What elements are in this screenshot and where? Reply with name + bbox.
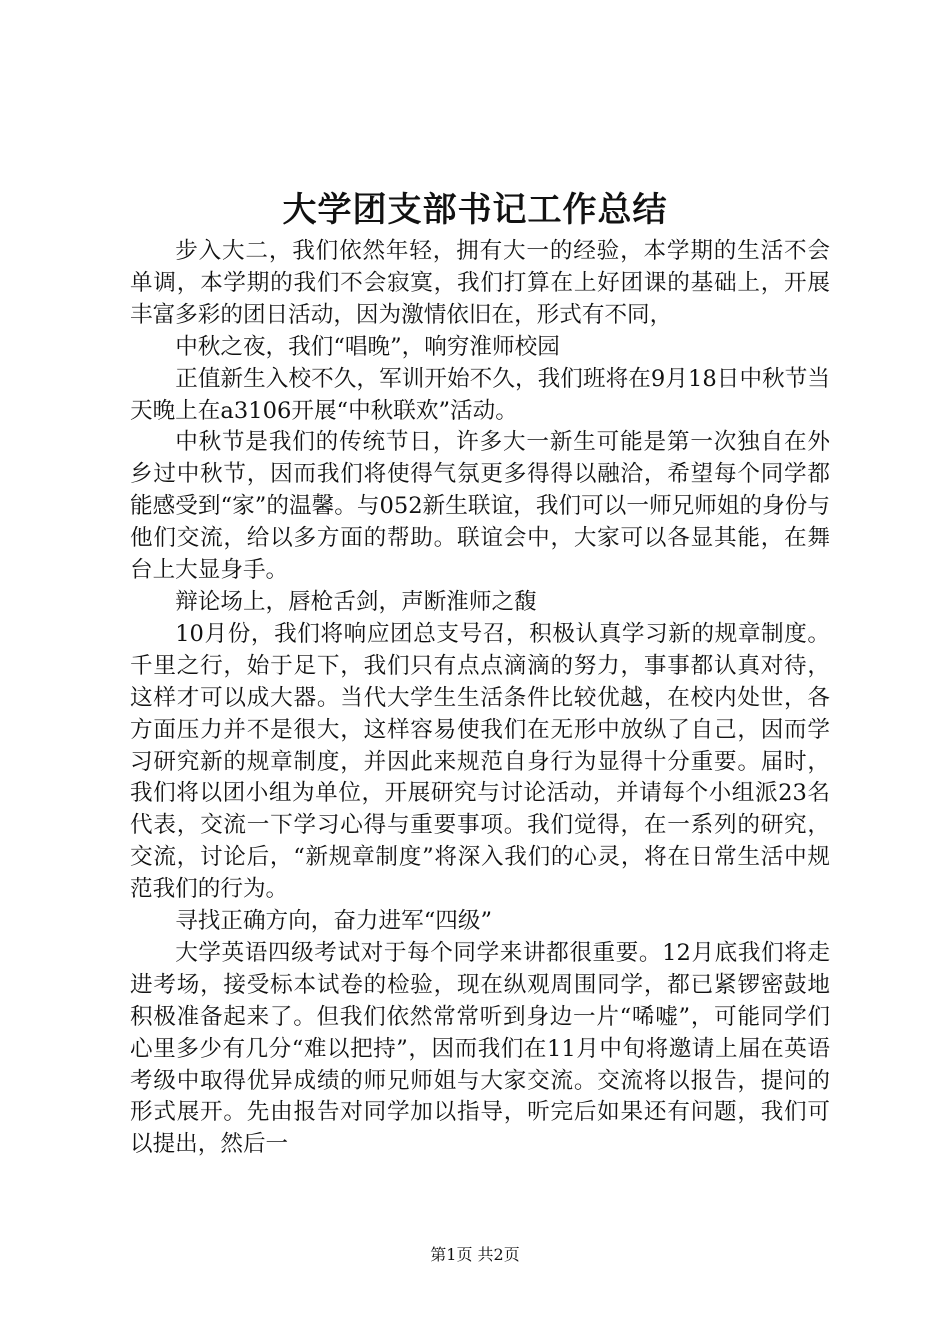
page-number-footer: 第1页 共2页 bbox=[430, 1245, 520, 1264]
paragraph-mid-autumn-detail: 中秋节是我们的传统节日，许多大一新生可能是第一次独自在外乡过中秋节，因而我们将使得气氛更多得得以融洽，希望每个同学都能感受到“家”的温馨。与052新生联谊，我们可以一师兄师姐的身份与他们交流，给以多方面的帮助。联谊会中，大家可以各显其能，在舞台上大显身手。 bbox=[130, 429, 830, 584]
document-body bbox=[130, 236, 830, 1161]
document-title: 大学团支部书记工作总结 bbox=[282, 190, 668, 230]
section-heading-debate: 辩论场上，唇枪舌剑，声断淮师之馥 bbox=[175, 588, 537, 615]
paragraph-intro: 步入大二，我们依然年轻，拥有大一的经验，本学期的生活不会单调，本学期的我们不会寂寞，我们打算在上好团课的基础上，开展丰富多彩的团日活动，因为激情依旧在，形式有不同， bbox=[130, 238, 830, 328]
paragraph-mid-autumn-plan: 正值新生入校不久，军训开始不久，我们班将在9月18日中秋节当天晚上在a3106开展“中秋联欢”活动。 bbox=[130, 365, 830, 424]
section-heading-cet4: 寻找正确方向，奋力进军“四级” bbox=[175, 908, 493, 935]
paragraph-regulations: 10月份，我们将响应团总支号召，积极认真学习新的规章制度。千里之行，始于足下，我们只有点点滴滴的努力，事事都认真对待，这样才可以成大器。当代大学生生活条件比较优越，在校内处世，各方面压力并不是很大，这样容易使我们在无形中放纵了自己，因而学习研究新的规章制度，并因此来规范自身行为显得十分重要。届时，我们将以团小组为单位，开展研究与讨论活动，并请每个小组派23名代表，交流一下学习心得与重要事项。我们觉得，在一系列的研究，交流，讨论后，“新规章制度”将深入我们的心灵，将在日常生活中规范我们的行为。 bbox=[130, 620, 830, 903]
section-heading-mid-autumn: 中秋之夜，我们“唱晚”，响穷淮师校园 bbox=[175, 333, 560, 360]
paragraph-cet4: 大学英语四级考试对于每个同学来讲都很重要。12月底我们将走进考场，接受标本试卷的检验，现在纵观周围同学，都已紧锣密鼓地积极准备起来了。但我们依然常常听到身边一片“唏嘘”，可能同学们心里多少有几分“难以把持”，因而我们在11月中旬将邀请上届在英语考级中取得优异成绩的师兄师姐与大家交流。交流将以报告，提问的形式展开。先由报告对同学加以指导，听完后如果还有问题，我们可以提出，然后一 bbox=[130, 939, 830, 1158]
